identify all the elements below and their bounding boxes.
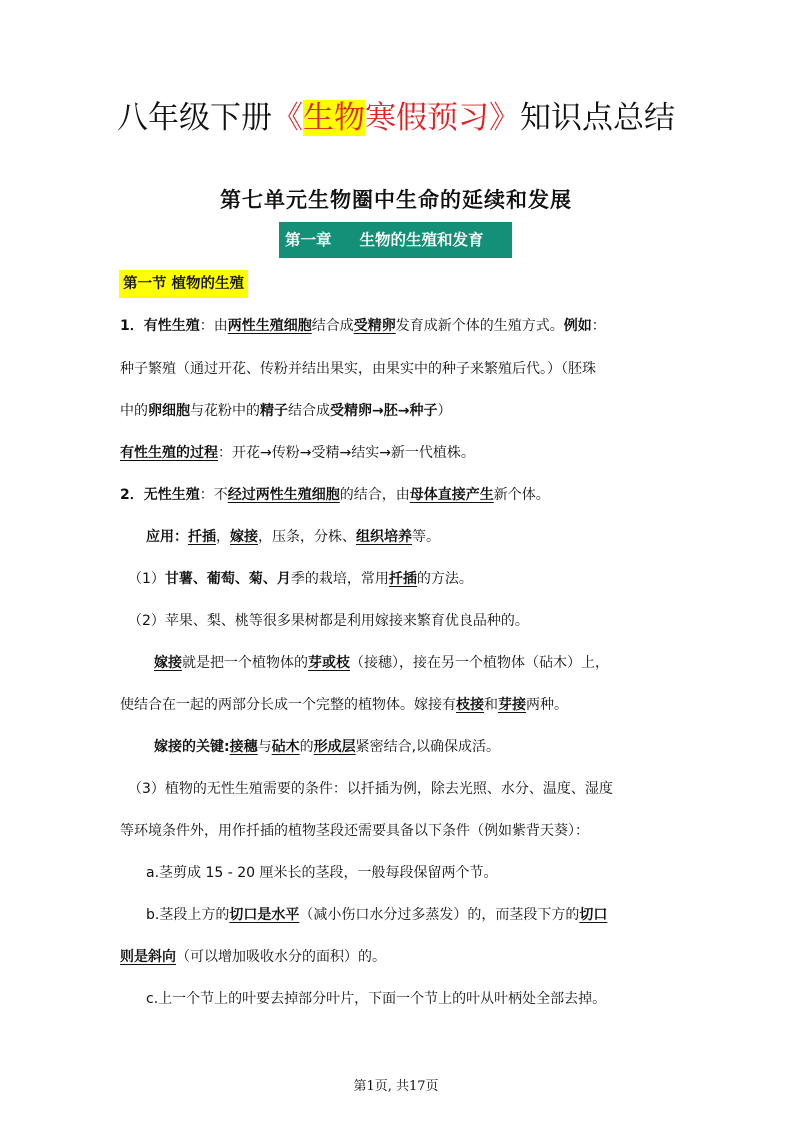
paragraph-line: 等环境条件外，用作扦插的植物茎段还需要具备以下条件（例如紫背天葵）： <box>120 823 589 839</box>
list-item: （3）植物的无性生殖需要的条件：以扦插为例，除去光照、水分、温度、湿度 <box>128 781 613 797</box>
paragraph-line: 使结合在一起的两部分长成一个完整的植物体。嫁接有枝接和芽接两种。 <box>120 697 568 713</box>
condition-b: b.茎段上方的切口是水平（减小伤口水分过多蒸发）的，而茎段下方的切口 <box>146 907 608 923</box>
document-title: 八年级下册《生物寒假预习》知识点总结 <box>117 100 675 136</box>
paragraph-asexual-reproduction: 2．无性生殖：不经过两性生殖细胞的结合，由母体直接产生新个体。 <box>120 487 550 503</box>
list-item: （1）甘薯、葡萄、菊、月季的栽培，常用扦插的方法。 <box>128 571 473 587</box>
condition-a: a.茎剪成 15 - 20 厘米长的茎段，一般每段保留两个节。 <box>146 865 498 881</box>
list-item: （2）苹果、梨、桃等很多果树都是利用嫁接来繁育优良品种的。 <box>128 613 529 629</box>
page-footer: 第1页, 共17页 <box>353 1079 439 1094</box>
paragraph-application: 应用：扦插，嫁接，压条，分株、组织培养等。 <box>146 529 440 545</box>
paragraph-line: 种子繁殖（通过开花、传粉并结出果实，由果实中的种子来繁殖后代。）（胚珠 <box>120 361 596 377</box>
chapter-banner: 第一章 生物的生殖和发育 <box>279 222 512 258</box>
unit-heading: 第七单元生物圈中生命的延续和发展 <box>220 187 572 212</box>
paragraph-grafting: 嫁接就是把一个植物体的芽或枝（接穗），接在另一个植物体（砧木）上， <box>154 655 609 671</box>
paragraph-grafting-key: 嫁接的关键:接穗与砧木的形成层紧密结合,以确保成活。 <box>154 739 501 755</box>
paragraph-line: 则是斜向（可以增加吸收水分的面积）的。 <box>120 949 386 965</box>
section-heading: 第一节 植物的生殖 <box>119 270 248 298</box>
paragraph-process: 有性生殖的过程：开花→传粉→受精→结实→新一代植株。 <box>120 445 475 461</box>
paragraph-sexual-reproduction: 1．有性生殖：由两性生殖细胞结合成受精卵发育成新个体的生殖方式。例如： <box>120 318 606 334</box>
condition-c: c.上一个节上的叶要去掉部分叶片，下面一个节上的叶从叶柄处全部去掉。 <box>146 991 607 1007</box>
paragraph-line: 中的卵细胞与花粉中的精子结合成受精卵→胚→种子） <box>120 403 452 419</box>
